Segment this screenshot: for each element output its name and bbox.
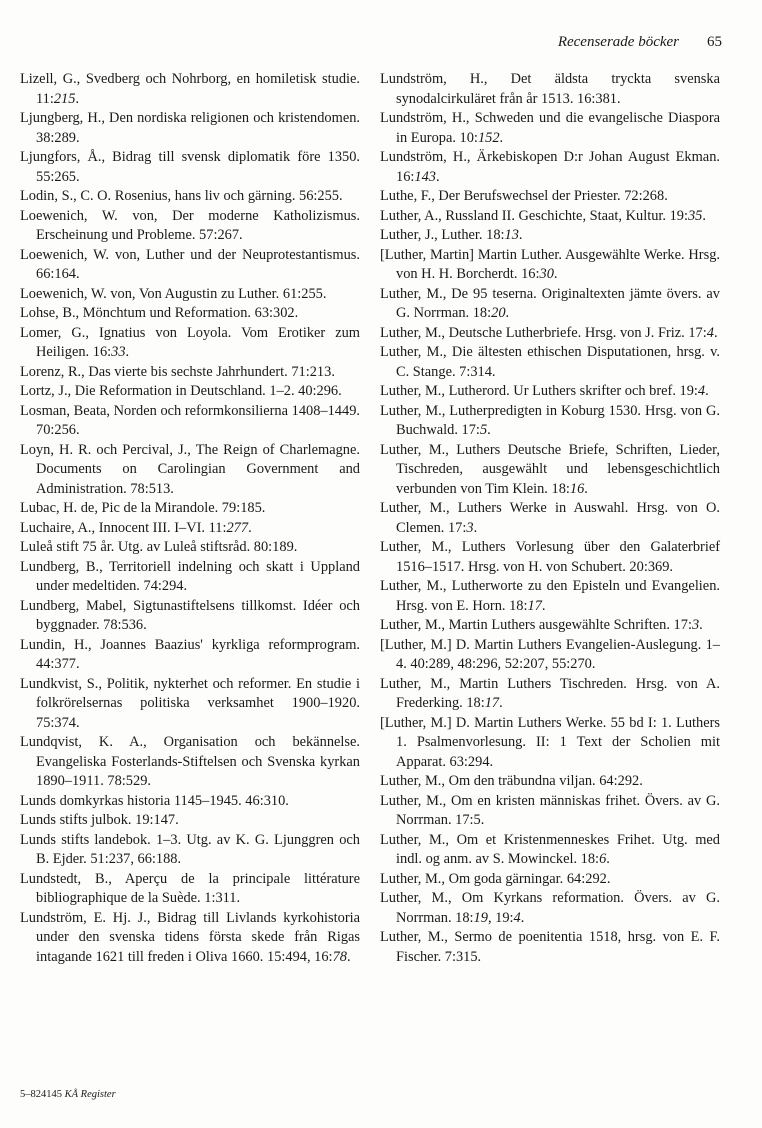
entry-text: Luther, M., Die ältesten ethischen Disputationen, hrsg. v. C. Stange. 7:314. xyxy=(380,344,720,380)
entry-text: Loewenich, W. von, Der moderne Katholizismus. Erscheinung und Probleme. 57:267. xyxy=(20,207,360,243)
entry-tail: , 19: xyxy=(487,909,514,926)
index-entry xyxy=(380,714,720,773)
entry-text: Lundqvist, K. A., Organisation och bekännelse. Evangeliska Fosterlands-Stiftelsen och Svenska kyrkan 1890–1911. 78:529. xyxy=(20,734,360,789)
entry-text: [Luther, M.] D. Martin Luthers Werke. 55 bd I: 1. Luthers 1. Psalmenvorlesung. II: 1 Text der Scholien mit Apparat. 63:294. xyxy=(380,714,720,770)
entry-text: Lundkvist, S., Politik, nykterhet och reformer. En studie i folkrörelsernas politiska verksamhet 1900–1920. 75:374. xyxy=(20,675,360,731)
running-title: Recenserade böcker xyxy=(557,34,679,50)
entry-text: Luchaire, A., Innocent III. I–VI. 11: xyxy=(20,519,227,536)
entry-tail: . xyxy=(499,695,503,711)
index-entry xyxy=(20,636,360,675)
entry-tail: . xyxy=(713,324,718,341)
footer-code: 5–824145 xyxy=(20,1089,65,1100)
index-entry xyxy=(380,148,720,187)
right-column xyxy=(380,70,720,967)
entry-text: Lohse, B., Mönchtum und Reformation. 63:302. xyxy=(20,305,299,321)
entry-text: Luther, J., Luther. 18: xyxy=(380,227,505,243)
entry-tail: . xyxy=(487,422,491,438)
entry-text: Luthe, F., Der Berufswechsel der Priester. 72:268. xyxy=(380,188,668,204)
entry-text: Luther, M., Luthers Deutsche Briefe, Schriften, Lieder, Tischreden, ausgewählt und lebensgeschichtlich verbunden von Tim Klein. 18: xyxy=(380,441,720,497)
index-entry xyxy=(380,441,720,500)
entry-page-italic: 4 xyxy=(706,324,714,341)
entry-tail: . xyxy=(473,519,478,536)
index-entry xyxy=(380,538,720,577)
entry-text: Luther, M., De 95 teserna. Originaltexten jämte övers. av G. Norrman. 18: xyxy=(380,285,720,321)
index-entry xyxy=(20,538,360,558)
index-entry xyxy=(20,792,360,812)
entry-tail: . xyxy=(520,909,525,926)
index-entry xyxy=(380,792,720,831)
index-entry xyxy=(380,187,720,207)
page-header xyxy=(558,34,722,51)
entry-text: Lunds domkyrkas historia 1145–1945. 46:310. xyxy=(20,792,289,809)
index-entry xyxy=(20,363,360,383)
index-entry xyxy=(20,324,360,363)
index-entry xyxy=(380,577,720,616)
index-entry xyxy=(380,343,720,382)
entry-page-italic: 215 xyxy=(53,90,76,107)
entry-page-italic: 19 xyxy=(473,909,488,926)
index-entry xyxy=(380,928,720,967)
index-entry xyxy=(20,831,360,870)
index-entry xyxy=(380,636,720,675)
index-entry xyxy=(20,558,360,597)
entry-text: Luther, M., Deutsche Lutherbriefe. Hrsg. von J. Friz. 17: xyxy=(380,324,707,341)
entry-page-italic: 16 xyxy=(569,480,585,497)
entry-text: Luther, M., Martin Luthers ausgewählte Schriften. 17: xyxy=(380,617,692,633)
entry-text: Lunds stifts landebok. 1–3. Utg. av K. G. Ljunggren och B. Ejder. 51:237, 66:188. xyxy=(20,831,360,867)
index-entry xyxy=(20,870,360,909)
index-entry xyxy=(380,831,720,870)
index-entry xyxy=(380,285,720,324)
entry-text: Luther, M., Luthers Werke in Auswahl. Hrsg. von O. Clemen. 17: xyxy=(380,500,720,536)
entry-text: Luther, M., Om den träbundna viljan. 64:292. xyxy=(380,773,643,789)
entry-text: Lundström, H., Schweden und die evangelische Diaspora in Europa. 10: xyxy=(380,110,720,146)
entry-text: Lundström, H., Ärkebiskopen D:r Johan August Ekman. 16: xyxy=(380,149,720,185)
entry-text: Luther, M., Om en kristen människas frihet. Övers. av G. Norrman. 17:5. xyxy=(380,792,720,828)
entry-tail: . xyxy=(606,851,610,867)
index-entry xyxy=(20,402,360,441)
index-entry xyxy=(380,70,720,109)
entry-tail: . xyxy=(435,168,440,185)
entry-tail: . xyxy=(518,227,523,243)
entry-page-italic: 5 xyxy=(479,422,488,438)
index-entry xyxy=(380,499,720,538)
index-entry xyxy=(380,772,720,792)
entry-text: Ljungberg, H., Den nordiska religionen och kristendomen. 38:289. xyxy=(20,110,360,146)
entry-text: Luther, M., Lutherpredigten in Koburg 1530. Hrsg. von G. Buchwald. 17: xyxy=(380,402,720,438)
entry-tail: . xyxy=(346,948,351,965)
entry-text: Luther, M., Om goda gärningar. 64:292. xyxy=(380,870,611,887)
page-footer xyxy=(20,1089,116,1100)
entry-tail: . xyxy=(125,344,130,360)
footer-publication: KÅ Register xyxy=(64,1089,116,1100)
entry-text: Lundberg, B., Territoriell indelning och skatt i Uppland under medeltiden. 74:294. xyxy=(20,558,360,594)
entry-text: Loewenich, W. von, Von Augustin zu Luther. 61:255. xyxy=(20,285,327,302)
entry-page-italic: 4 xyxy=(697,383,706,399)
index-entry xyxy=(20,519,360,539)
entry-text: Lomer, G., Ignatius von Loyola. Vom Erotiker zum Heiligen. 16: xyxy=(20,324,360,360)
entry-text: [Luther, M.] D. Martin Luthers Evangelien-Auslegung. 1–4. 40:289, 48:296, 52:207, 55:270. xyxy=(380,636,720,672)
index-entry xyxy=(20,909,360,968)
index-entry xyxy=(380,109,720,148)
entry-tail: . xyxy=(248,519,252,536)
index-entry xyxy=(20,382,360,402)
entry-text: Lundin, H., Joannes Baazius' kyrkliga reformprogram. 44:377. xyxy=(20,636,360,672)
index-entry xyxy=(380,616,720,636)
index-entry xyxy=(20,148,360,187)
entry-text: Lortz, J., Die Reformation in Deutschland. 1–2. 40:296. xyxy=(20,383,342,399)
entry-text: Luther, M., Om et Kristenmenneskes Frihet. Utg. med indl. og anm. av S. Mowinckel. 18: xyxy=(380,831,720,867)
entry-text: Lunds stifts julbok. 19:147. xyxy=(20,812,179,828)
entry-text: Lorenz, R., Das vierte bis sechste Jahrhundert. 71:213. xyxy=(20,363,335,380)
entry-text: Luther, M., Lutherord. Ur Luthers skrifter och bref. 19: xyxy=(380,383,698,399)
index-entry xyxy=(380,675,720,714)
entry-tail: . xyxy=(499,129,504,146)
entry-text: Luther, A., Russland II. Geschichte, Staat, Kultur. 19: xyxy=(380,207,688,224)
entry-text: Luther, M., Sermo de poenitentia 1518, hrsg. von E. F. Fischer. 7:315. xyxy=(380,929,720,965)
index-entry xyxy=(380,382,720,402)
entry-tail: . xyxy=(75,90,80,107)
index-entry xyxy=(20,499,360,519)
entry-tail: . xyxy=(699,617,703,633)
entry-page-italic: 33 xyxy=(111,344,126,360)
entry-text: Luther, M., Martin Luthers Tischreden. Hrsg. von A. Frederking. 18: xyxy=(380,675,720,711)
entry-tail: . xyxy=(505,305,510,321)
entry-text: Luleå stift 75 år. Utg. av Luleå stiftsråd. 80:189. xyxy=(20,539,298,555)
entry-page-italic: 13 xyxy=(504,227,519,243)
entry-page-italic: 143 xyxy=(414,168,436,185)
entry-text: Ljungfors, Å., Bidrag till svensk diplomatik före 1350. 55:265. xyxy=(20,149,360,185)
index-entry xyxy=(20,285,360,305)
entry-text: Loyn, H. R. och Percival, J., The Reign of Charlemagne. Documents on Carolingian Government and Administration. 78:513. xyxy=(20,441,360,497)
entry-page-italic: 6 xyxy=(599,851,607,867)
entry-page-italic: 3 xyxy=(691,617,700,633)
entry-page-italic: 78 xyxy=(332,948,347,965)
entry-text: Losman, Beata, Norden och reformkonsilierna 1408–1449. 70:256. xyxy=(20,402,360,438)
entry-page-italic: 35 xyxy=(687,207,703,224)
index-entry xyxy=(20,109,360,148)
index-entry xyxy=(20,187,360,207)
entry-text: Lundström, H., Det äldsta tryckta svenska synodalcirkuläret från år 1513. 16:381. xyxy=(380,71,720,107)
entry-text: Lundström, E. Hj. J., Bidrag till Livlands kyrkohistoria under den svenska tidens första skede från Rigas intagande 1621 till freden i Oliva 1660. 15:494, 16: xyxy=(20,909,360,965)
entry-page-italic: 30 xyxy=(539,266,554,282)
entry-page-italic: 277 xyxy=(226,519,249,536)
entry-page-italic: 3 xyxy=(466,519,474,536)
entry-text: Luther, M., Lutherworte zu den Episteln und Evangelien. Hrsg. von E. Horn. 18: xyxy=(380,578,720,614)
entry-text: Luther, M., Om Kyrkans reformation. Övers. av G. Norrman. 18: xyxy=(380,890,720,926)
left-column xyxy=(20,70,360,967)
index-entry xyxy=(380,246,720,285)
index-entry xyxy=(20,70,360,109)
entry-page-italic: 20 xyxy=(491,305,506,321)
entry-tail: . xyxy=(584,480,588,497)
entry-text: Luther, M., Luthers Vorlesung über den Galaterbrief 1516–1517. Hrsg. von H. von Schubert. 20:369. xyxy=(380,539,720,575)
index-entry xyxy=(20,441,360,500)
index-entry xyxy=(380,207,720,227)
entry-page-italic: 152 xyxy=(477,129,500,146)
entry-tail: . xyxy=(705,383,709,399)
entry-page-italic: 4 xyxy=(513,909,521,926)
page-number: 65 xyxy=(707,34,722,50)
index-entry xyxy=(380,324,720,344)
entry-tail: . xyxy=(702,207,706,224)
index-entry xyxy=(380,889,720,928)
entry-tail: . xyxy=(553,266,558,282)
entry-text: [Luther, Martin] Martin Luther. Ausgewählte Werke. Hrsg. von H. H. Borcherdt. 16: xyxy=(380,246,720,282)
entry-text: Lizell, G., Svedberg och Nohrborg, en homiletisk studie. 11: xyxy=(20,71,360,107)
index-entry xyxy=(20,675,360,734)
entry-text: Lubac, H. de, Pic de la Mirandole. 79:185. xyxy=(20,500,266,516)
index-entry xyxy=(20,246,360,285)
index-entry xyxy=(20,304,360,324)
index-entry xyxy=(20,811,360,831)
index-entry xyxy=(20,733,360,792)
entry-tail: . xyxy=(541,597,546,614)
index-entry xyxy=(380,870,720,890)
index-entry xyxy=(20,597,360,636)
entry-page-italic: 17 xyxy=(484,695,500,711)
entry-page-italic: 17 xyxy=(527,597,542,614)
entry-text: Loewenich, W. von, Luther und der Neuprotestantismus. 66:164. xyxy=(20,246,360,282)
index-entry xyxy=(20,207,360,246)
entry-text: Lundberg, Mabel, Sigtunastiftelsens tillkomst. Idéer och byggnader. 78:536. xyxy=(20,597,360,633)
index-entry xyxy=(380,402,720,441)
entry-text: Lundstedt, B., Aperçu de la principale littérature bibliographique de la Suède. 1:311. xyxy=(20,870,360,906)
index-entry xyxy=(380,226,720,246)
entry-text: Lodin, S., C. O. Rosenius, hans liv och gärning. 56:255. xyxy=(20,188,343,204)
